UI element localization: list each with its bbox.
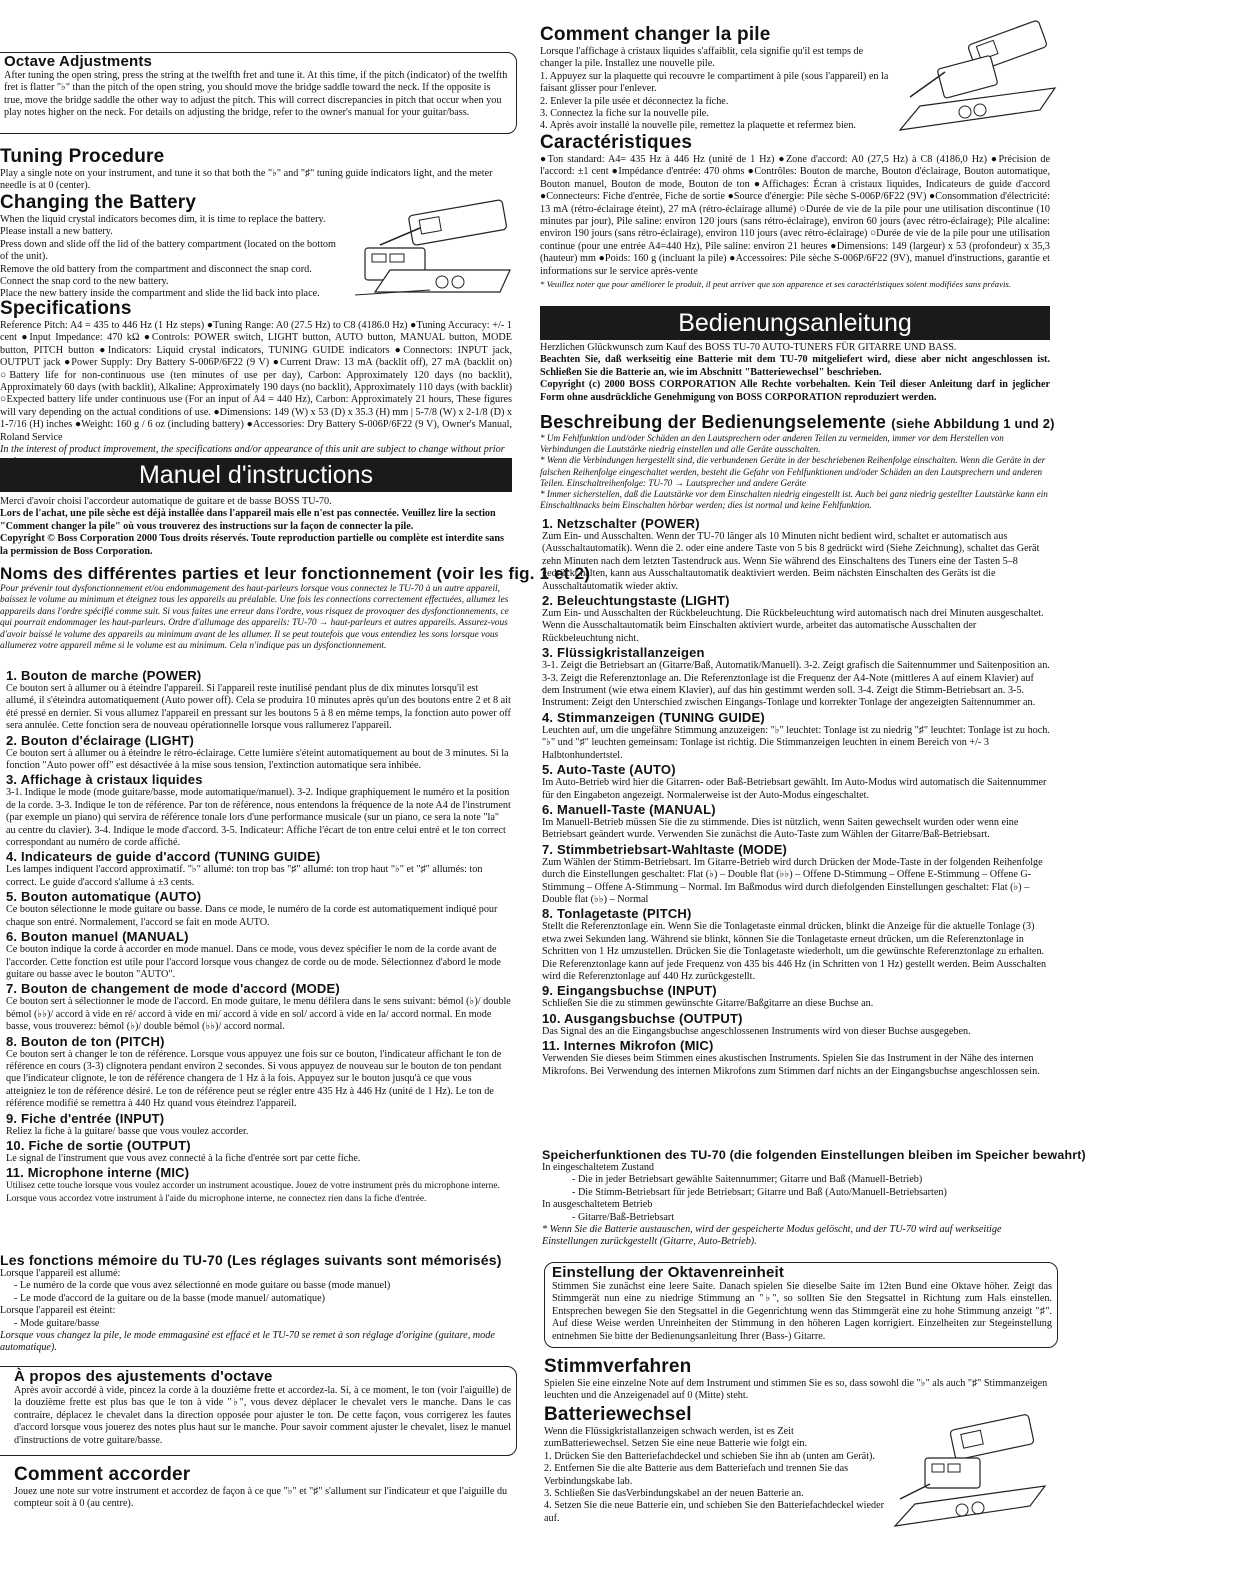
german-intro-line: Beachten Sie, daß werkseitig eine Batterie mit dem TU-70 mitgeliefert wird, diese aber nicht angeschlossen ist. Schließen Sie die Batterie an, wie im Abschnitt "Batteriewechsel" beschrieben. — [540, 354, 1050, 378]
battery-title: Changing the Battery — [0, 192, 197, 213]
memory-line: - Die Stimm-Betriebsart für jede Betriebsart; Gitarre und Baß (Auto/Manuell-Betriebsarten) — [572, 1186, 947, 1198]
fr-item-text: Utilisez cette touche lorsque vous voulez accorder un instrument acoustique. Jouez de votre instrument près du microphone interne. Lorsque vous accordez votre instrument à l'aide du microphone interne, ne connectez rien dans la fiche d'entrée. — [6, 1181, 500, 1204]
german-note: * Um Fehlfunktion und/oder Schäden an den Lautsprechern oder anderen Teilen zu vermeiden, immer vor dem Herstellen von Verbindungen die Lautstärke niedrig einstellen und alle Geräte ausschalten. — [540, 433, 1004, 455]
french-memory-section — [0, 1252, 520, 1355]
french-german-column — [538, 0, 1208, 1590]
french-tune-text: Jouez une note sur votre instrument et accordez de façon à ce que "♭" et "♯" s'allument sur l'indicateur et que l'aiguille du compteur soit à 0 (au centre). — [14, 1486, 508, 1510]
fr-item-title: 7. Bouton de changement de mode d'accord (MODE) — [6, 981, 340, 997]
de-item-title: 3. Flüssigkristallanzeigen — [542, 645, 705, 661]
memory-line: - Le mode d'accord de la guitare ou de la basse (mode manuel/ automatique) — [14, 1292, 326, 1304]
de-item-title: 11. Internes Mikrofon (MIC) — [542, 1038, 714, 1054]
tuning-title: Tuning Procedure — [0, 146, 165, 167]
de-item-text: 3-1. Zeigt die Betriebsart an (Gitarre/Baß, Automatik/Manuell). 3-2. Zeigt grafisch die Saitennummer und Saitenposition an. 3-3. Zeigt die Referenztonlage an. Die Referenztonlage ist die Frequenz der A4-Note (mittleres A auf einem Klavier) auf dem Instrument (wie etwa einem Klavier), auf das hin gestimmt werden soll. 3-4. Zeigt die Stimm-Betriebsart an. 3-5. Instrument: Zeigt den Unterschied zwischen Eingangs-Tonlage und korrekter Tonlage der angezeigten Saitennummer an. — [542, 660, 1050, 709]
battery-text: When the liquid crystal indicators becomes dim, it is time to replace the battery. Please install a new battery. — [0, 214, 326, 238]
de-item-text: Das Signal des an die Eingangsbuchse angeschlossenen Instruments wird von dieser Buchse ausgegeben. — [542, 1025, 971, 1037]
french-octave-title: À propos des ajustements d'octave — [14, 1368, 273, 1385]
specs-text: Reference Pitch: A4 = 435 to 446 Hz (1 Hz steps) ●Tuning Range: A0 (27.5 Hz) to C8 (4186.0 Hz) ●Tuning Accuracy: +/- 1 cent ●Input Impedance: 470 kΩ ●Controls: POWER switch, LIGHT button, AUTO button, MANUAL button, MODE button, PITCH button ●Indicators: Liquid crystal indicators, TUNING GUIDE indicators ●Connectors: INPUT jack, OUTPUT jack ●Power Supply: Dry Battery S-006P/6F22 (9 V) ●Current Draw: 13 mA (backlit off), 27 mA (backlit on) ○Battery life for non-continuous use (ten minutes of use per day), Carbon: Approximately 120 days (no backlit), Approximately 60 days (with backlit), Alkaline: Approximately 190 days (no backlit), Approximately 110 days (with backlit) ○Expected battery life under continuous use (For an input of A4 = 440 Hz), Carbon: Approximately 21 hours, These figures will vary depending on the actual conditions of use. ●Dimensions: 149 (W) x 53 (D) x 35.3 (H) mm | 5-7/8 (W) x 2-1/8 (D) x 1-7/16 (H) inches ●Weight: 160 g / 6 oz (including battery) ●Accessories: Dry Battery S-006P/6F22 (9 V), Owner's Manual, Roland Service — [0, 320, 512, 443]
memory-line: Lorsque l'appareil est allumé: — [0, 1268, 121, 1279]
fr-item-text: Ce bouton sert à allumer ou à éteindre l'appareil. Si l'appareil reste inutilisé pendant plus de dix minutes lorsqu'il est allumé, il s'éteindra automatiquement (Auto power off). Cela se produira 10 minutes après qu'un des boutons entre 2 et 8 ait été pressé en dernier. Si vous allumez l'appareil en pressant sur les boutons 5 à 8 en même temps, la fonction auto power off sera annulée. Cette fonction sera de nouveau opérationnelle lorsque vous rallumerez l'appareil. — [6, 683, 511, 732]
fr-item-title: 1. Bouton de marche (POWER) — [6, 668, 202, 683]
german-tune-text: Spielen Sie eine einzelne Note auf dem Instrument und stimmen Sie es so, dass sowohl die "♭" als auch "♯" Stimmanzeigen leuchten und die Anzeigenadel auf 0 (Mitte) steht. — [544, 1378, 1048, 1402]
de-item-title: 6. Manuell-Taste (MANUAL) — [542, 801, 716, 817]
french-memory-title: Les fonctions mémoire du TU-70 (Les réglages suivants sont mémorisés) — [0, 1252, 502, 1268]
specs-section — [0, 298, 520, 469]
de-item-text: Im Manuell-Betrieb müssen Sie die zu stimmende. Dies ist nützlich, wenn Saiten gewechselt wurden oder wenn eine Betriebsart geändert wurde. Verwenden Sie zunächst die Auto-Taste zum Wählen der Gitarre/Baß-Betriebsart. — [542, 816, 1019, 841]
german-battery-step: 3. Schließen Sie dasVerbindungskabel an der neuen Batterie an. — [544, 1488, 804, 1500]
battery-step: Place the new battery inside the compartment and slide the lid back into place. — [0, 288, 320, 300]
battery-step: Remove the old battery from the compartment and disconnect the snap cord. — [0, 263, 312, 275]
french-banner: Manuel d'instructions — [0, 458, 512, 492]
tuning-section — [0, 146, 520, 193]
battery-illustration — [350, 200, 515, 305]
french-tune-section — [14, 1464, 520, 1511]
memory-note: Lorsque vous changez la pile, le mode emmagasiné est effacé et le TU-70 se remet à son réglage d'origine (guitare, mode automatique). — [0, 1330, 495, 1354]
german-intro-line: Herzlichen Glückwunsch zum Kauf des BOSS TU-70 AUTO-TUNERS FÜR GITARRE UND BASS. — [540, 342, 957, 353]
octave-text: After tuning the open string, press the string at the twelfth fret and tune it. At this time, if the pitch (indicator) of the twelfth fret is flatter "♭" than the pitch of the open string, you should move the bridge saddle toward the neck. If the opposite is true, move the bridge saddle the other way to adjust the pitch. This will correct discrepancies in pitch that occur when you play notes higher on the neck. For details on adjusting the bridge, refer to the owner's manual for your guitar/bass. — [4, 70, 508, 119]
pile-section — [540, 24, 1208, 133]
fr-item-text: Ce bouton sélectionne le mode guitare ou basse. Dans ce mode, le numéro de la corde est automatiquement indiqué pour chaque son entré. Normalement, l'accord se fait en mode AUTO. — [6, 904, 498, 928]
pile-step: 4. Après avoir installé la nouvelle pile, remettez la plaquette et refermez bien. — [540, 120, 856, 132]
german-battery-text: Wenn die Flüssigkristallanzeigen schwach werden, ist es Zeit zumBatteriewechsel. Setzen Sie eine neue Batterie wie folgt ein. — [544, 1426, 808, 1450]
de-item-text: Leuchten auf, um die ungefähre Stimmung anzuzeigen: "♭" leuchtet: Tonlage ist zu niedrig "♯" leuchtet: Tonlage ist zu hoch. "♭" und "♯" leuchten gemeinsam: Tonlage ist richtig. Die Stimmanzeigen leuchten in einem Bereich von +/- 3 Halbtonhundertstel. — [542, 724, 1050, 761]
french-items — [6, 668, 520, 1205]
pile-illustration — [890, 22, 1060, 134]
french-parts-section — [0, 564, 591, 652]
memory-line: - Die in jeder Betriebsart gewählte Saitennummer; Gitarre und Baß (Manuell-Betrieb) — [572, 1174, 923, 1186]
german-note: * Immer sicherstellen, daß die Lautstärke vor dem Einschalten niedrig eingestellt ist. Auch bei ganz niedrig gestellter Lautstärke kann ein Einschaltknacks beim Einschalten hörbar werden; dies ist normal und keine Fehlfunktion. — [540, 489, 1048, 511]
de-item-text: Zum Ein- und Ausschalten. Wenn der TU-70 länger als 10 Minuten nicht bedient wird, schaltet er automatisch aus (Ausschaltautomatik). Wenn die 2. oder eine andere Taste von 5 bis 8 gedrückt wird (Siehe Zeichnung), schaltet das Gerät zehn Minuten nach dem letzten Tastendruck aus. Wenn Sie während des Einschaltens des Tuners eine der Tasten 5–8 gedrückt halten, kann aus Ausschaltautomatik deaktiviert werden. Beim nächsten Einschalten des Geräts ist die Ausschaltautomatik wieder aktiv. — [542, 531, 1040, 592]
german-parts-title-sub: (siehe Abbildung 1 und 2) — [891, 416, 1055, 431]
french-intro-line: Copyright © Boss Corporation 2000 Tous droits réservés. Toute reproduction partielle ou complète est interdite sans la permission de Boss Corporation. — [0, 533, 504, 557]
specs-title: Specifications — [0, 298, 132, 319]
german-octave-title: Einstellung der Oktavenreinheit — [552, 1264, 785, 1281]
de-item-title: 9. Eingangsbuchse (INPUT) — [542, 983, 717, 999]
fr-item-text: 3-1. Indique le mode (mode guitare/basse, mode automatique/manuel). 3-2. Indique graphiquement le numéro et la position de la corde. 3-3. Indique le ton de référence. Par ton de référence, nous entendons la fréquence de la note A4 de l'instrument (par exemple un piano) qui servira de référence tonale lors d'une performance musicale (sur un piano, ce sera la note "la" au centre du clavier). 3-4. Indique le mode d'accord. 3-5. Indicateur: Affiche l'écart de ton entre celui entré et le ton correct correspondant au numéro de corde affiché. — [6, 787, 511, 849]
fr-item-title: 11. Microphone interne (MIC) — [6, 1165, 190, 1181]
fr-item-title: 3. Affichage à cristaux liquides — [6, 772, 203, 788]
fr-item-text: Ce bouton sert à sélectionner le mode de l'accord. En mode guitare, le menu défilera dans le sens suivant: bémol (♭)/ double bémol (♭♭)/ accord à vide en ré/ accord à vide en mi/ accord à vide en sol/ accord à vide en la/ accord normal. En mode basse, vous trouverez: bémol (♭)/ double bémol (♭♭)/ accord normal. — [6, 996, 511, 1033]
de-item-title: 5. Auto-Taste (AUTO) — [542, 762, 676, 778]
german-battery-illustration — [890, 1414, 1050, 1532]
de-item-text: Zum Wählen der Stimm-Betriebsart. Im Gitarre-Betrieb wird durch Drücken der Mode-Taste in der folgenden Reihenfolge durch die Einstellungen geschaltet: Flat (♭) – Double flat (♭♭) – Offene D-Stimmung – Offene E-Stimmung – Offene G-Stimmung – Offene A-Stimmung – Normal. Im Baßmodus wird durch diefolgenden Einstellungen geschaltet: Flat (♭) – Double flat (♭♭) – Normal — [542, 856, 1043, 905]
german-battery-title: Batteriewechsel — [544, 1404, 692, 1425]
carac-note: * Veuillez noter que pour améliorer le produit, il peut arriver que son apparence et ses caractéristiques soient modifiées sans préavis. — [540, 279, 1012, 290]
german-battery-section — [544, 1404, 1208, 1525]
fr-item-title: 2. Bouton d'éclairage (LIGHT) — [6, 732, 195, 748]
de-item-title: 8. Tonlagetaste (PITCH) — [542, 906, 692, 922]
french-parts-title: Noms des différentes parties et leur fonctionnement (voir les fig. 1 et 2) — [0, 564, 591, 583]
german-note: * Wenn die Verbindungen hergestellt sind, die verbundenen Geräte in der beschriebenen Reihenfolge einschalten. Wenn die Geräte in der falschen Reihenfolge eingeschaltet werden, besteht die Gefahr von Fehlfunktionen und/oder Schäden an den Lautsprechern und anderen Teilen. Einschaltreihenfolge: TU-70 → Lautsprecher und andere Geräte — [540, 455, 1046, 488]
memory-line: Lorsque l'appareil est éteint: — [0, 1305, 116, 1317]
german-octave-text: Stimmen Sie zunächst eine leere Saite. Danach spielen Sie dieselbe Saite im 12ten Bund eine Oktave höher. Zeigt das Stimmgerät nun eine zu niedrige Stimmung an "♭", so sollten Sie den Stegsattel in Richtung zum Hals einstellen. Entsprechen bewegen Sie den Stegsattel in die Gegenrichtung wenn das Stimmgerät eine zu hohe Stimmung anzeigt "♯". Auf diese Weise werden Unreinheiten der Stimmung in den höheren Lagen korrigiert. Einzelheiten zur Stegeinstellung entnehmen Sie bitte der Bedienungsanleitung Ihrer (Bass-) Gitarre. — [552, 1281, 1052, 1342]
german-octave-section — [552, 1264, 1208, 1343]
memory-line: In ausgeschaltetem Betrieb — [542, 1199, 653, 1211]
german-banner: Bedienungsanleitung — [540, 306, 1050, 340]
fr-item-title: 6. Bouton manuel (MANUAL) — [6, 929, 189, 945]
de-item-title: 4. Stimmanzeigen (TUNING GUIDE) — [542, 709, 765, 725]
german-parts-section — [540, 412, 1208, 511]
specs-note: In the interest of product improvement, the specifications and/or appearance of this unit are subject to change without prior — [0, 444, 505, 456]
de-item-title: 2. Beleuchtungstaste (LIGHT) — [542, 593, 730, 609]
octave-title: Octave Adjustments — [4, 53, 153, 70]
carac-section — [540, 132, 1208, 290]
fr-item-text: Le signal de l'instrument que vous avez connecté à la fiche d'entrée sort par cette fiche. — [6, 1152, 361, 1164]
german-battery-step: 2. Entfernen Sie die alte Batterie aus dem Batteriefach und trennen Sie das Verbindungskabe lab. — [544, 1463, 849, 1487]
german-parts-title — [540, 412, 1208, 433]
memory-line: - Mode guitare/basse — [14, 1317, 100, 1329]
german-memory-title: Speicherfunktionen des TU-70 (die folgenden Einstellungen bleiben im Speicher bewahrt) — [542, 1148, 1086, 1162]
de-item-title: 10. Ausgangsbuchse (OUTPUT) — [542, 1010, 743, 1026]
memory-line: - Gitarre/Baß-Betriebsart — [572, 1211, 675, 1223]
pile-title: Comment changer la pile — [540, 24, 771, 45]
german-intro — [540, 342, 1208, 404]
de-item-text: Zum Ein- und Ausschalten der Rückbeleuchtung. Die Rückbeleuchtung wird automatisch nach drei Minuten ausgeschaltet. Wenn die Ausschaltautomatik beim Einschalten aktiviert wurde, arbeitet das automatische Ausschalten der Rückbeleuchtung nicht. — [542, 608, 1044, 644]
german-items — [542, 516, 1208, 1078]
fr-item-title: 8. Bouton de ton (PITCH) — [6, 1033, 165, 1049]
german-intro-line: Copyright (c) 2000 BOSS CORPORATION Alle Rechte vorbehalten. Kein Teil dieser Anleitung darf in jeglicher Form ohne ausdrückliche Genehmigung von BOSS CORPORATION reproduziert werden. — [540, 379, 1050, 403]
memory-line: - Le numéro de la corde que vous avez sélectionné en mode guitare ou basse (mode manuel) — [14, 1280, 391, 1292]
de-item-text: Im Auto-Betrieb wird hier die Gitarren- oder Baß-Betriebsart gewählt. Im Auto-Modus wird automatisch die Saitennummer für den Eingabeton angezeigt. Normalerweise ist der Auto-Modus eingeschaltet. — [542, 777, 1047, 801]
pile-step: 2. Enlever la pile usée et déconnectez la fiche. — [540, 95, 729, 107]
french-intro-line: Merci d'avoir choisi l'accordeur automatique de guitare et de basse BOSS TU-70. — [0, 496, 332, 507]
german-battery-step: 1. Drücken Sie den Batteriefachdeckel und schieben Sie ihn ab (unten am Gerät). — [544, 1450, 875, 1462]
memory-line: In eingeschaltetem Zustand — [542, 1162, 655, 1173]
battery-step: Connect the snap cord to the new battery. — [0, 276, 169, 288]
battery-step: Press down and slide off the lid of the battery compartment (located on the bottom of the unit). — [0, 238, 336, 263]
fr-item-title: 10. Fiche de sortie (OUTPUT) — [6, 1137, 191, 1153]
french-tune-title: Comment accorder — [14, 1464, 191, 1485]
memory-note: * Wenn Sie die Batterie austauschen, wird der gespeicherte Modus gelöscht, und der TU-70 wird auf werkseitige Einstellungen zurückgestellt (Gitarre, Auto-Betrieb). — [542, 1224, 1002, 1248]
french-parts-notes: Pour prévenir tout dysfonctionnement et/ou endommagement des haut-parleurs lorsque vous connectez le TU-70 à un autre appareil, baissez le volume au minimum et éteignez tous les appareils au préalable. Une fois les connections correctement effectuées, allumez les appareils dans l'ordre spécifié comme suit. Si vous faites une erreur dans l'ordre, vous risquez de provoquer des dysfonctionnements, ce qui pourrait endommager les haut-parleurs. Ordre d'allumage des appareils: TU-70 → haut-parleurs et autres appareils. Assurez-vous d'avoir baissé le volume des appareils au minimum avant de les allumer. Il se peut toutefois que vous entendiez les sons lorsque vous allumerez votre appareil même si le volume est au minimum. Cela n'indique pas un dysfonctionnement. — [0, 584, 509, 652]
octave-section — [4, 53, 520, 120]
de-item-text: Verwenden Sie dieses beim Stimmen eines akustischen Instruments. Spielen Sie das Instrument in der Nähe des internen Mikrofons. Bei Verwendung des internen Mikrofons zum Stimmen darf nichts an der Eingangsbuchse angeschlossen sein. — [542, 1053, 1040, 1077]
pile-step: 1. Appuyez sur la plaquette qui recouvre le compartiment à pile (sous l'appareil) en la faisant glisser pour l'enlever. — [540, 70, 889, 95]
fr-item-title: 4. Indicateurs de guide d'accord (TUNING GUIDE) — [6, 849, 321, 865]
german-parts-title-main: Beschreibung der Bedienungselemente — [540, 412, 887, 432]
fr-item-text: Ce bouton indique la corde à accorder en mode manuel. Dans ce mode, vous devez spécifier le nom de la corde avant de l'accorder. Cette fonction est utile pour l'accord lorsque vous changez de corde ou de mode. Sélectionnez d'abord le mode guitare ou basse avec le bouton "AUTO". — [6, 944, 501, 980]
de-item-title: 1. Netzschalter (POWER) — [542, 516, 700, 531]
german-memory-section — [542, 1148, 1208, 1249]
english-french-column — [0, 0, 591, 1590]
german-battery-step: 4. Setzen Sie die neue Batterie ein, und schieben Sie den Batteriefachdeckel wieder auf. — [544, 1500, 885, 1524]
de-item-title: 7. Stimmbetriebsart-Wahltaste (MODE) — [542, 841, 788, 857]
carac-text: ●Ton standard: A4= 435 Hz à 446 Hz (unité de 1 Hz) ●Zone d'accord: A0 (27,5 Hz) à C8 (4186,0 Hz) ●Précision de l'accord: ±1 cent ●Impédance d'entrée: 470 ohms ●Contrôles: Bouton de marche, Bouton d'éclairage, Bouton automatique, Bouton manuel, Bouton de mode, Bouton de ton ●Affichages: Écran à cristaux liquides, Indicateurs de guide d'accord ●Connecteurs: Fiche d'entrée, Fiche de sortie ●Source d'énergie: Pile sèche S-006P/6F22 (9V) ●Consommation d'électricité: 13 mA (rétro-éclairage éteint), 27 mA (rétro-éclairage allumé) ○Durée de vie de la pile pour une utilisation discontinue (10 minutes par jour), Pile saline: environ 120 jours (sans rétro-éclairage), environ 60 jours (avec rétro-éclairage); Pile alcaline: environ 190 jours (sans rétro-éclairage), environ 110 jours (avec rétro-éclairage) ○Durée de vie de la pile pour une utilisation continue (pour une entrée A4=440 Hz), Pile saline: environ 21 heures ●Dimensions: 149 (largeur) x 53 (profondeur) x 35,3 (hauteur) mm ●Poids: 160 g (incluant la pile) ●Accessoires: Pile sèche S-006P/6F22 (9V), manuel d'instructions, garantie et informations sur le service après-vente — [540, 154, 1050, 277]
fr-item-title: 9. Fiche d'entrée (INPUT) — [6, 1110, 165, 1126]
fr-item-text: Les lampes indiquent l'accord approximatif. "♭" allumé: ton trop bas "♯" allumé: ton trop haut "♭" et "♯" allumés: ton correct. Le guide d'accord s'allume à ±3 cents. — [6, 864, 483, 888]
tuning-text: Play a single note on your instrument, and tune it so that both the "♭" and "♯" tuning guide indicators light, and the meter needle is at 0 (center). — [0, 168, 493, 192]
pile-text: Lorsque l'affichage à cristaux liquides s'affaiblit, cela signifie qu'il est temps de changer la pile. Installez une nouvelle pile. — [540, 46, 864, 70]
fr-item-text: Ce bouton sert à allumer ou à éteindre le rétro-éclairage. Cette lumière s'éteint automatiquement au bout de 3 minutes. Si la fonction "Auto power off" est désactivée à la mise sous tension, l'extinction automatique sera inhibée. — [6, 747, 509, 772]
fr-item-text: Ce bouton sert à changer le ton de référence. Lorsque vous appuyez une fois sur ce bouton, l'indicateur affichant le ton de référence en cours (3-3) clignotera pendant environ 2 secondes. Si vous appuyez de nouveau sur le bouton de ton pendant que l'indicateur clignote, le ton de référence changera de 1 Hz à la fois. Appuyez sur le bouton jusqu'à ce que vous atteigniez le ton de référence désiré. Le ton de référence peut se régler entre 435 Hz à 446 Hz (unité de 1 Hz). Le ton de référence modifié se remettra à 440 Hz quand vous éteindrez l'appareil. — [6, 1048, 502, 1110]
carac-title: Caractéristiques — [540, 132, 693, 153]
de-item-text: Stellt die Referenztonlage ein. Wenn Sie die Tonlagetaste einmal drücken, blinkt die Anzeige für die aktuelle Tonlage (3) etwa zwei Sekunden lang. Während sie blinkt, können Sie die Tonlagetaste erneut drücken, um die Referenztonlage in Schritten von 1 Hz umzustellen. Drücken Sie die Tonlagetaste wiederholt, um die gewünschte Referenztonlage zu erhalten. Die Referenztonlage kann auf jede Frequenz von 435 bis 446 Hz (in Schritten von 1 Hz) gestellt werden. Beim Ausschalten wird die Referenztonlage auf 440 Hz zurückgestellt. — [542, 921, 1047, 982]
french-intro — [0, 496, 520, 558]
de-item-text: Schließen Sie die zu stimmen gewünschte Gitarre/Baßgitarre an diese Buchse an. — [542, 998, 874, 1010]
french-octave-text: Après avoir accordé à vide, pincez la corde à la douzième frette et accordez-la. Si, à ce moment, le ton (voir l'aiguille) de la douzième frette est plus bas que le ton à vide "♭", vous devez déplacer le chevalet vers le manche. Dans le cas contraire, déplacez le chevalet dans la direction opposée pour ajuster le ton. De cette façon, vous corrigerez les fautes d'accord lorsque vous jouerez des notes plus haut sur le manche. Pour savoir comment ajuster le chevalet, lisez le manuel d'instructions de votre guitare/basse. — [14, 1385, 511, 1446]
fr-item-text: Reliez la fiche à la guitare/ basse que vous voulez accorder. — [6, 1125, 249, 1137]
french-intro-line: Lors de l'achat, une pile sèche est déjà installée dans l'appareil mais elle n'est pas connectée. Veuillez lire la section "Comment changer la pile" où vous trouverez des instructions sur la façon de connecter la pile. — [0, 508, 496, 532]
german-tune-title: Stimmverfahren — [544, 1356, 692, 1377]
french-octave-section — [14, 1368, 520, 1447]
pile-step: 3. Connectez la fiche sur la nouvelle pile. — [540, 108, 709, 120]
german-tune-section — [544, 1356, 1208, 1403]
fr-item-title: 5. Bouton automatique (AUTO) — [6, 889, 202, 905]
